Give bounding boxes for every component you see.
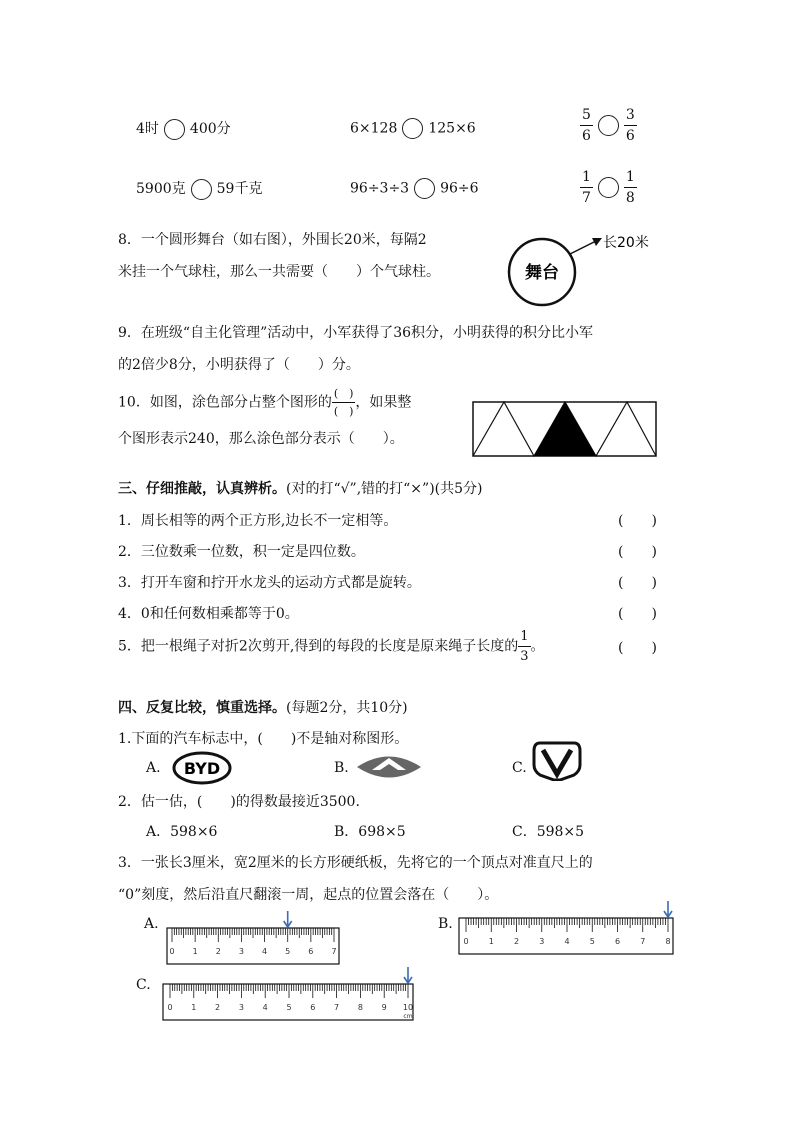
compare-r2c2 bbox=[350, 178, 479, 199]
compare-r1c3 bbox=[580, 108, 637, 143]
byd-logo-icon bbox=[172, 751, 232, 785]
ruler-tick-label: 5 bbox=[285, 947, 291, 956]
ruler-tick-label: 7 bbox=[640, 937, 646, 946]
q10-line1: 10．如图，涂色部分占整个图形的 $\frac{( )}{( )}$ ，如果整 bbox=[118, 387, 412, 418]
compare-r2c1 bbox=[136, 178, 262, 200]
ruler-c-label[interactable]: C. bbox=[136, 977, 151, 993]
compare-right: 96÷6 bbox=[440, 180, 479, 197]
section4-title: 四、反复比较，慎重选择。 bbox=[118, 700, 286, 716]
answer-circle[interactable] bbox=[598, 115, 619, 136]
ruler-tick-label: 3 bbox=[238, 1003, 244, 1012]
triangle-figure bbox=[470, 400, 660, 460]
ruler-tick-label: 5 bbox=[286, 1003, 292, 1012]
ruler-tick-label: 8 bbox=[665, 937, 671, 946]
ruler-tick-label: 1 bbox=[488, 937, 494, 946]
ruler-a-label[interactable]: A. bbox=[144, 916, 159, 932]
ruler-b bbox=[458, 900, 684, 966]
compare-right: 59千克 bbox=[216, 181, 263, 197]
ruler-c bbox=[162, 966, 430, 1028]
ruler-tick-label: 1 bbox=[191, 1003, 197, 1012]
arrow-line bbox=[570, 240, 598, 254]
section3-title: 三、仔细推敲，认真辨析。 bbox=[118, 481, 286, 497]
s3-answer-1[interactable]: ( ) bbox=[618, 513, 657, 529]
ruler-body bbox=[163, 984, 413, 1020]
fraction: $\frac{1}{8}$ bbox=[625, 169, 635, 206]
q9-line1: 9．在班级“自主化管理”活动中，小军获得了36积分，小明获得的积分比小军 bbox=[118, 325, 594, 341]
answer-circle[interactable] bbox=[414, 178, 435, 199]
q8-line1: 8．一个圆形舞台（如右图），外围长20米，每隔2 bbox=[118, 232, 427, 248]
fraction: $\frac{1}{3}$ bbox=[520, 629, 529, 664]
section4-header bbox=[118, 697, 408, 717]
compare-r1c2 bbox=[350, 118, 476, 139]
chery-logo-icon bbox=[354, 752, 424, 782]
ruler-tick-label: 4 bbox=[262, 947, 268, 956]
section3-note: (对的打“√”,错的打“×”)(共5分) bbox=[286, 481, 483, 497]
ruler-tick-label: 3 bbox=[539, 937, 545, 946]
s4-q2-option-a[interactable]: A．598×6 bbox=[146, 824, 218, 840]
ruler-tick-label: 10 bbox=[402, 1003, 414, 1012]
changan-logo-icon bbox=[532, 741, 582, 781]
stage-label: 舞台 bbox=[525, 263, 559, 283]
ruler-tick-label: 1 bbox=[192, 947, 198, 956]
ruler-tick-label: 9 bbox=[381, 1003, 387, 1012]
compare-left: 96÷3÷3 bbox=[350, 180, 410, 197]
s4-q3-line2: “0”刻度，然后沿直尺翻滚一周，起点的位置会落在（ ）。 bbox=[118, 887, 499, 903]
ruler-tick-label: 0 bbox=[463, 937, 469, 946]
s3-item-2: 2．三位数乘一位数，积一定是四位数。 bbox=[118, 544, 365, 560]
fraction: $\frac{5}{6}$ bbox=[582, 107, 591, 144]
ruler-tick-label: 2 bbox=[215, 947, 221, 956]
section3-header bbox=[118, 478, 483, 498]
section4-note: (每题2分，共10分) bbox=[286, 700, 408, 716]
ruler-tick-label: 8 bbox=[357, 1003, 363, 1012]
s3-answer-3[interactable]: ( ) bbox=[618, 575, 657, 591]
fraction: $\frac{3}{6}$ bbox=[625, 107, 635, 144]
compare-right: 400分 bbox=[189, 121, 231, 137]
stage-diagram bbox=[490, 224, 670, 310]
ruler-tick-label: 6 bbox=[308, 947, 314, 956]
s3-item-1: 1．周长相等的两个正方形,边长不一定相等。 bbox=[118, 513, 398, 529]
s4-q2-text: 2．估一估，( )的得数最接近3500. bbox=[118, 794, 360, 810]
ruler-unit-label: cm bbox=[403, 1013, 413, 1020]
q8-line2: 米挂一个气球柱，那么一共需要（ ）个气球柱。 bbox=[118, 264, 440, 280]
s3-answer-5[interactable]: ( ) bbox=[618, 640, 657, 656]
answer-circle[interactable] bbox=[164, 119, 185, 140]
s3-item-5: 5．把一根绳子对折2次剪开,得到的每段的长度是原来绳子长度的 $\frac{1}{3}$ 。 bbox=[118, 629, 545, 664]
ruler-b-label[interactable]: B. bbox=[438, 916, 453, 932]
ruler-tick-label: 5 bbox=[589, 937, 595, 946]
s3-answer-2[interactable]: ( ) bbox=[618, 544, 657, 560]
s4-q1-text: 1.下面的汽车标志中，( )不是轴对称图形。 bbox=[118, 731, 409, 747]
ruler-tick-label: 7 bbox=[334, 1003, 340, 1012]
s4-q2-option-c[interactable]: C．598×5 bbox=[512, 824, 585, 840]
answer-circle[interactable] bbox=[598, 177, 619, 198]
ruler-tick-label: 4 bbox=[564, 937, 570, 946]
ruler-tick-label: 6 bbox=[310, 1003, 316, 1012]
ruler-tick-label: 2 bbox=[513, 937, 520, 946]
blank-fraction[interactable]: $\frac{( )}{( )}$ bbox=[333, 387, 354, 418]
fraction: $\frac{1}{7}$ bbox=[582, 169, 591, 206]
s3-item-3: 3．打开车窗和拧开水龙头的运动方式都是旋转。 bbox=[118, 575, 421, 591]
ruler-tick-label: 7 bbox=[331, 947, 337, 956]
svg-text:BYD: BYD bbox=[183, 759, 221, 778]
compare-left: 6×128 bbox=[350, 120, 398, 137]
ruler-tick-label: 6 bbox=[614, 937, 621, 946]
answer-circle[interactable] bbox=[402, 118, 423, 139]
s3-answer-4[interactable]: ( ) bbox=[618, 606, 657, 622]
arrow-label: 长20米 bbox=[603, 235, 649, 251]
s4-q1-option-a[interactable]: A. bbox=[146, 760, 161, 776]
compare-right: 125×6 bbox=[428, 120, 476, 137]
q10-line2: 个图形表示240，那么涂色部分表示（ ）。 bbox=[118, 431, 404, 447]
compare-r1c1 bbox=[136, 118, 231, 140]
ruler-tick-label: 3 bbox=[238, 947, 244, 956]
ruler-tick-label: 0 bbox=[169, 947, 175, 956]
s4-q2-option-b[interactable]: B．698×5 bbox=[334, 824, 406, 840]
q9-line2: 的2倍少8分，小明获得了（ ）分。 bbox=[118, 357, 360, 373]
s4-q3-line1: 3．一张长3厘米，宽2厘米的长方形硬纸板，先将它的一个顶点对准直尺上的 bbox=[118, 855, 593, 871]
ruler-tick-label: 4 bbox=[262, 1003, 268, 1012]
compare-left: 4时 bbox=[136, 121, 159, 137]
s3-item-4: 4．0和任何数相乘都等于0。 bbox=[118, 606, 299, 622]
compare-left: 5900克 bbox=[136, 181, 186, 197]
s4-q1-option-b[interactable]: B. bbox=[334, 760, 349, 776]
ruler-a bbox=[166, 910, 352, 968]
s4-q1-option-c[interactable]: C. bbox=[512, 760, 527, 776]
compare-r2c3 bbox=[580, 170, 637, 205]
ruler-tick-label: 0 bbox=[167, 1003, 173, 1012]
ruler-tick-label: 2 bbox=[215, 1003, 221, 1012]
answer-circle[interactable] bbox=[191, 179, 212, 200]
